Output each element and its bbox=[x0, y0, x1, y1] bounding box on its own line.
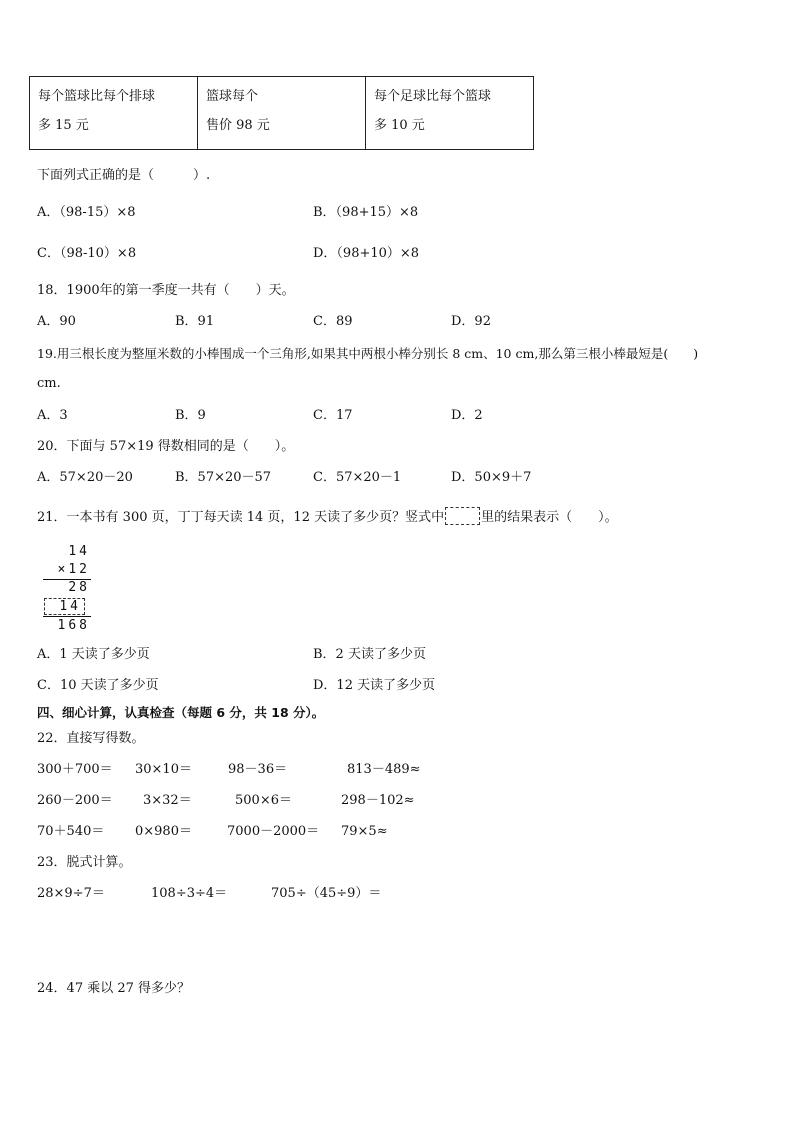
q21-option-c[interactable]: C．10 天读了多少页 bbox=[37, 678, 159, 693]
vm-line-2 bbox=[43, 616, 91, 617]
cell-line1: 每个足球比每个篮球 bbox=[374, 89, 492, 104]
info-cell-basketball-vs-volleyball bbox=[30, 77, 198, 150]
q20-option-d[interactable]: D．50×9＋7 bbox=[451, 470, 532, 485]
q22-prompt: 22．直接写得数。 bbox=[37, 731, 145, 746]
q17-option-a[interactable]: A．（98-15）×8 bbox=[37, 205, 136, 220]
q22-item: 3×32＝ bbox=[143, 793, 192, 808]
q19-prompt-cont: cm. bbox=[37, 376, 61, 391]
q21-prompt bbox=[37, 507, 618, 526]
q20-prompt: 20．下面与 57×19 得数相同的是（ ）。 bbox=[37, 439, 295, 454]
cell-line1: 篮球每个 bbox=[206, 89, 259, 104]
q17-option-d[interactable]: D．（98+10）×8 bbox=[313, 246, 420, 261]
q21-option-a[interactable]: A．1 天读了多少页 bbox=[37, 647, 150, 662]
q21-vertical-multiplication bbox=[40, 544, 95, 636]
q18-option-b[interactable]: B．91 bbox=[175, 314, 215, 329]
q19-option-b[interactable]: B．9 bbox=[175, 408, 206, 423]
q22-item: 500×6＝ bbox=[235, 793, 292, 808]
info-cell-basketball-price bbox=[198, 77, 366, 150]
q20-option-c[interactable]: C．57×20－1 bbox=[313, 470, 402, 485]
q19-option-c[interactable]: C．17 bbox=[313, 408, 353, 423]
q20-option-b[interactable]: B．57×20－57 bbox=[175, 470, 272, 485]
cell-line1: 每个篮球比每个排球 bbox=[38, 89, 156, 104]
q19-option-d[interactable]: D．2 bbox=[451, 408, 483, 423]
q21-prompt-after: 里的结果表示（ ）。 bbox=[481, 510, 618, 525]
q19-prompt: 19.用三根长度为整厘米数的小棒围成一个三角形,如果其中两根小棒分别长 8 cm、10 cm,那么第三根小棒最短是( ) bbox=[37, 346, 699, 361]
q23-item: 108÷3÷4＝ bbox=[151, 886, 228, 901]
vm-partial-1: 28 bbox=[68, 580, 90, 595]
cell-line2: 售价 98 元 bbox=[206, 118, 270, 133]
q22-item: 79×5≈ bbox=[341, 824, 388, 839]
q23-prompt: 23．脱式计算。 bbox=[37, 855, 132, 870]
q17-option-c[interactable]: C．（98-10）×8 bbox=[37, 246, 137, 261]
q22-item: 300＋700＝ bbox=[37, 762, 113, 777]
q17-prompt: 下面列式正确的是（ ）. bbox=[37, 168, 211, 183]
q23-item: 28×9÷7＝ bbox=[37, 886, 105, 901]
q18-option-d[interactable]: D．92 bbox=[451, 314, 491, 329]
q23-item: 705÷（45÷9）＝ bbox=[271, 886, 382, 901]
q22-item: 298－102≈ bbox=[341, 793, 415, 808]
q21-option-b[interactable]: B．2 天读了多少页 bbox=[313, 647, 426, 662]
section-4-title: 四、细心计算，认真检查（每题 6 分，共 18 分）。 bbox=[37, 705, 325, 720]
vm-product: 168 bbox=[57, 618, 90, 633]
q22-item: 98－36＝ bbox=[228, 762, 288, 777]
q19-option-a[interactable]: A．3 bbox=[37, 408, 68, 423]
q22-item: 30×10＝ bbox=[135, 762, 192, 777]
cell-line2: 多 15 元 bbox=[38, 118, 89, 133]
q22-item: 7000－2000＝ bbox=[227, 824, 320, 839]
q24-prompt: 24．47 乘以 27 得多少？ bbox=[37, 981, 191, 996]
q17-option-b[interactable]: B．（98+15）×8 bbox=[313, 205, 419, 220]
q21-option-d[interactable]: D．12 天读了多少页 bbox=[313, 678, 436, 693]
q18-option-a[interactable]: A．90 bbox=[37, 314, 76, 329]
q21-dashed-box bbox=[445, 507, 480, 525]
vm-partial-2: 14 bbox=[59, 599, 81, 614]
q21-prompt-before: 21．一本书有 300 页，丁丁每天读 14 页，12 天读了多少页？竖式中 bbox=[37, 510, 445, 525]
q20-option-a[interactable]: A．57×20－20 bbox=[37, 470, 133, 485]
info-cell-football-vs-basketball bbox=[366, 77, 534, 150]
q22-item: 0×980＝ bbox=[135, 824, 192, 839]
info-table bbox=[29, 76, 534, 150]
q18-prompt: 18．1900年的第一季度一共有（ ）天。 bbox=[37, 283, 295, 298]
q22-item: 813－489≈ bbox=[347, 762, 421, 777]
cell-line2: 多 10 元 bbox=[374, 118, 425, 133]
vm-multiplier: ×12 bbox=[57, 562, 90, 577]
q22-item: 70＋540＝ bbox=[37, 824, 105, 839]
vm-multiplicand: 14 bbox=[68, 544, 90, 559]
q18-option-c[interactable]: C．89 bbox=[313, 314, 353, 329]
q22-item: 260－200＝ bbox=[37, 793, 113, 808]
